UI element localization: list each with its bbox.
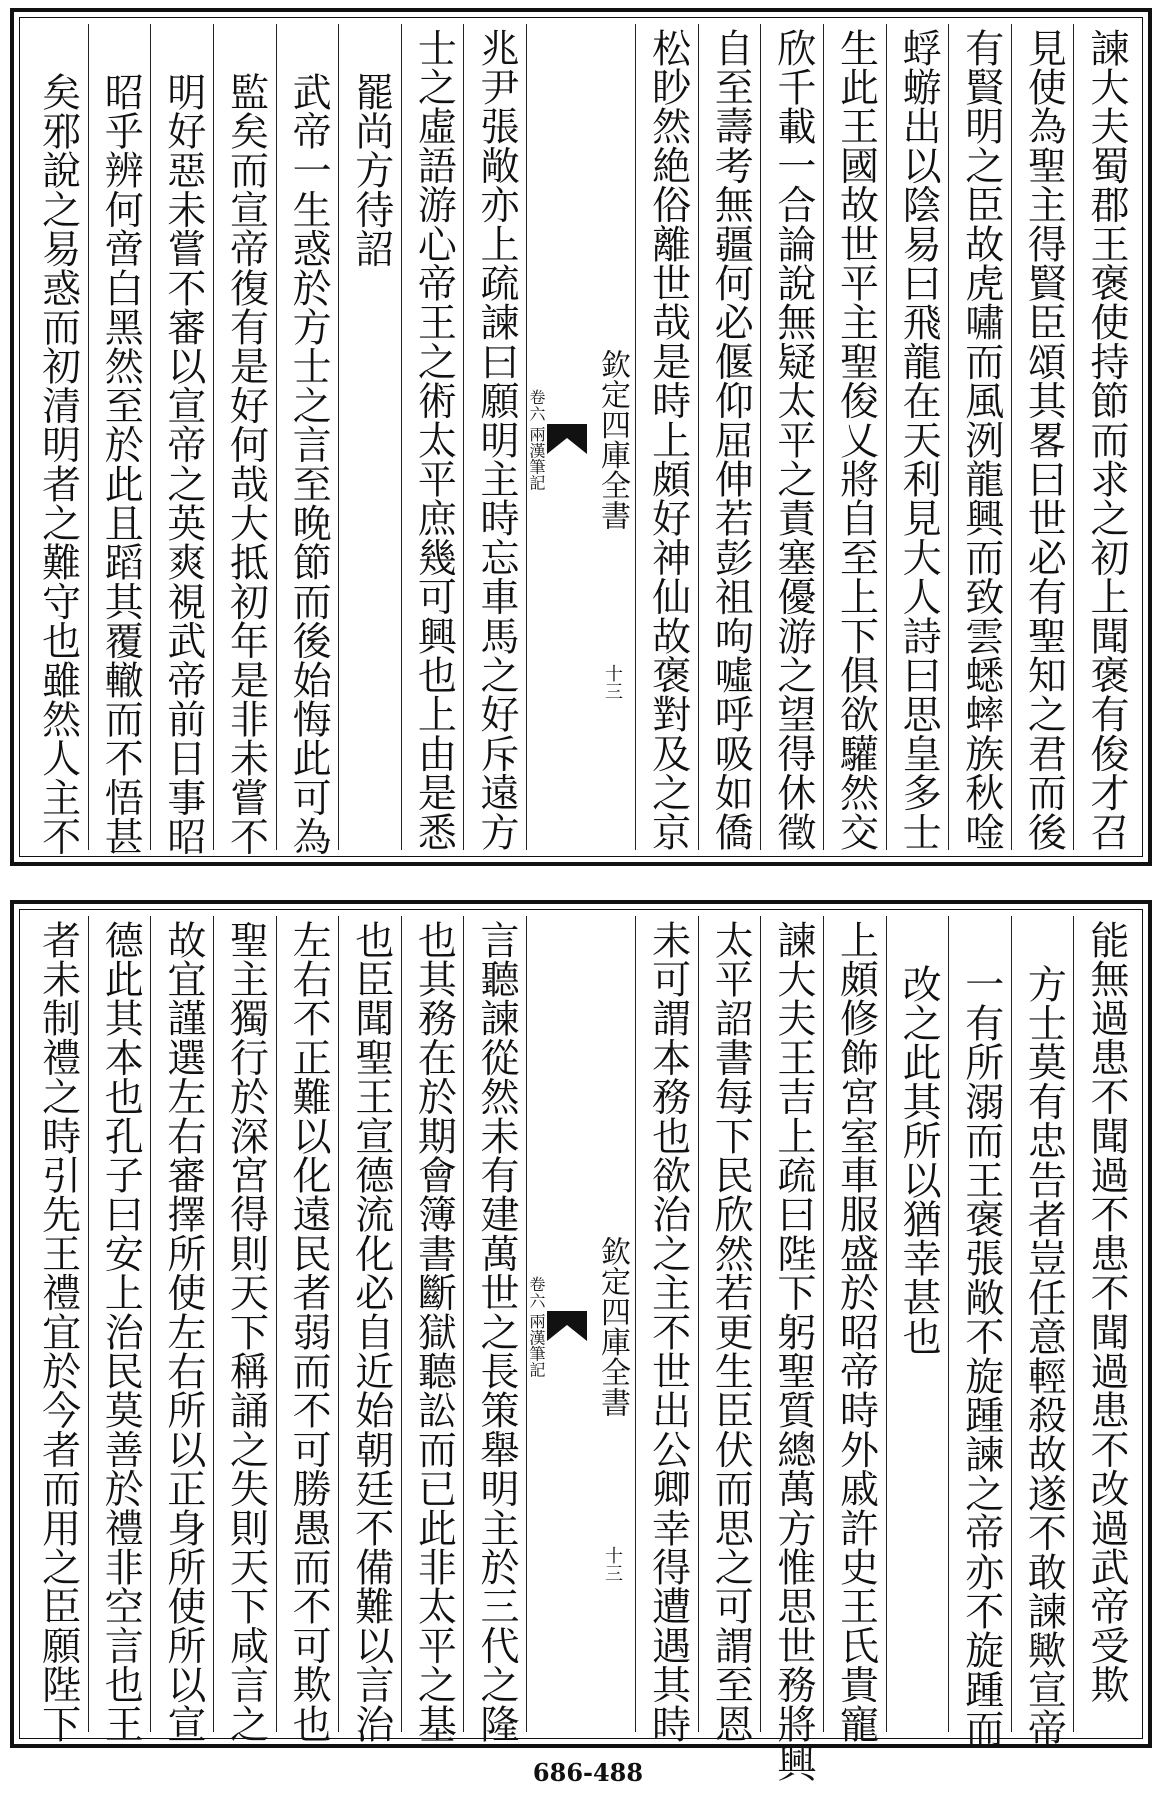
fish-tail-mark-icon	[545, 1309, 589, 1343]
text-column: 見使為聖主得賢臣頌其畧曰世必有聖知之君而後	[1011, 24, 1074, 850]
text-column: 昭乎辨何啻白黑然至於此且蹈其覆轍而不悟甚	[88, 24, 151, 850]
text-column: 方士莫有忠告者豈任意輕殺故遂不敢諫歟宣帝	[1011, 916, 1074, 1732]
page-top	[10, 8, 1152, 866]
text-column: 自至壽考無疆何必偃仰屈伸若彭祖呴噓呼吸如僑	[698, 24, 761, 850]
page-number-footer: 686-488	[532, 1758, 644, 1787]
text-column: 蜉蝣出以陰易曰飛龍在天利見大人詩曰思皇多士	[886, 24, 949, 850]
text-column: 左右不正難以化遠民者弱而不可勝愚而不可欺也	[276, 916, 339, 1732]
text-column: 矣邪說之易惑而初清明者之難守也雖然人主不	[35, 72, 81, 856]
text-column: 故宜謹選左右審擇所使左右所以正身所使所以宣	[150, 916, 213, 1732]
volume-label: 卷六	[527, 1276, 546, 1309]
text-column: 松眇然絶俗離世哉是時上頗好神仙故褒對及之京	[635, 24, 698, 850]
collection-title: 欽定四庫全書	[595, 349, 630, 531]
book-and-volume-label	[527, 1276, 545, 1377]
text-column: 太平詔書每下民欣然若更生臣伏而思之可謂至恩	[698, 916, 761, 1732]
running-header-column	[526, 916, 635, 1732]
book-title: 兩漢筆記	[527, 425, 546, 491]
text-column: 監矣而宣帝復有是好何哉大抵初年是非未嘗不	[213, 24, 276, 850]
text-column: 者未制禮之時引先王禮宜於今者而用之臣願陛下	[35, 920, 81, 1744]
fish-tail-mark-icon	[545, 422, 589, 456]
text-column: 也其務在於期會簿書斷獄聽訟而已此非太平之基	[401, 916, 464, 1732]
text-column: 欣千載一合論說無疑太平之責塞優游之望得休徵	[760, 24, 823, 850]
text-column: 諫大夫蜀郡王褒使持節而求之初上聞褒有俊才召	[1073, 24, 1136, 850]
collection-title: 欽定四庫全書	[595, 1236, 630, 1418]
text-columns	[26, 24, 1136, 856]
text-column: 能無過患不聞過不患不聞過患不改過武帝受欺	[1073, 916, 1136, 1732]
text-column: 聖主獨行於深宮得則天下稱誦之失則天下咸言之	[213, 916, 276, 1732]
text-column: 生此王國故世平主聖俊乂將自至上下俱欲驩然交	[823, 24, 886, 850]
running-header-column	[526, 24, 635, 850]
text-column: 也臣聞聖王宣德流化必自近始朝廷不備難以言治	[338, 916, 401, 1732]
text-column: 士之虛語游心帝王之術太平庶幾可興也上由是悉	[401, 24, 464, 850]
book-title: 兩漢筆記	[527, 1312, 546, 1378]
text-column: 未可謂本務也欲治之主不世出公卿幸得遭遇其時	[635, 916, 698, 1732]
text-column: 武帝一生惑於方士之言至晚節而後始悔此可為	[276, 24, 339, 850]
text-column: 罷尚方待詔	[338, 24, 401, 850]
text-column: 諫大夫王吉上疏曰陛下躬聖質總萬方惟思世務將興	[760, 916, 823, 1732]
text-column: 兆尹張敞亦上疏諫曰願明主時忘車馬之好斥遠方	[463, 24, 526, 850]
text-column: 德此其本也孔子曰安上治民莫善於禮非空言也王	[88, 916, 151, 1732]
folio-number: 十三	[602, 1545, 623, 1582]
text-column: 一有所溺而王褒張敞不旋踵諫之帝亦不旋踵而	[948, 916, 1011, 1732]
text-column: 有賢明之臣故虎嘯而風洌龍興而致雲蟋蟀族秋唫	[948, 24, 1011, 850]
volume-label: 卷六	[527, 389, 546, 422]
folio-number: 十三	[602, 663, 623, 700]
text-column: 改之此其所以猶幸甚也	[886, 916, 949, 1732]
text-column: 上頗修飾宮室車服盛於昭帝時外戚許史王氏貴寵	[823, 916, 886, 1732]
text-column: 明好惡未嘗不審以宣帝之英爽視武帝前日事昭	[150, 24, 213, 850]
text-column: 言聽諫從然未有建萬世之長策舉明主於三代之隆	[463, 916, 526, 1732]
book-and-volume-label	[527, 389, 545, 490]
